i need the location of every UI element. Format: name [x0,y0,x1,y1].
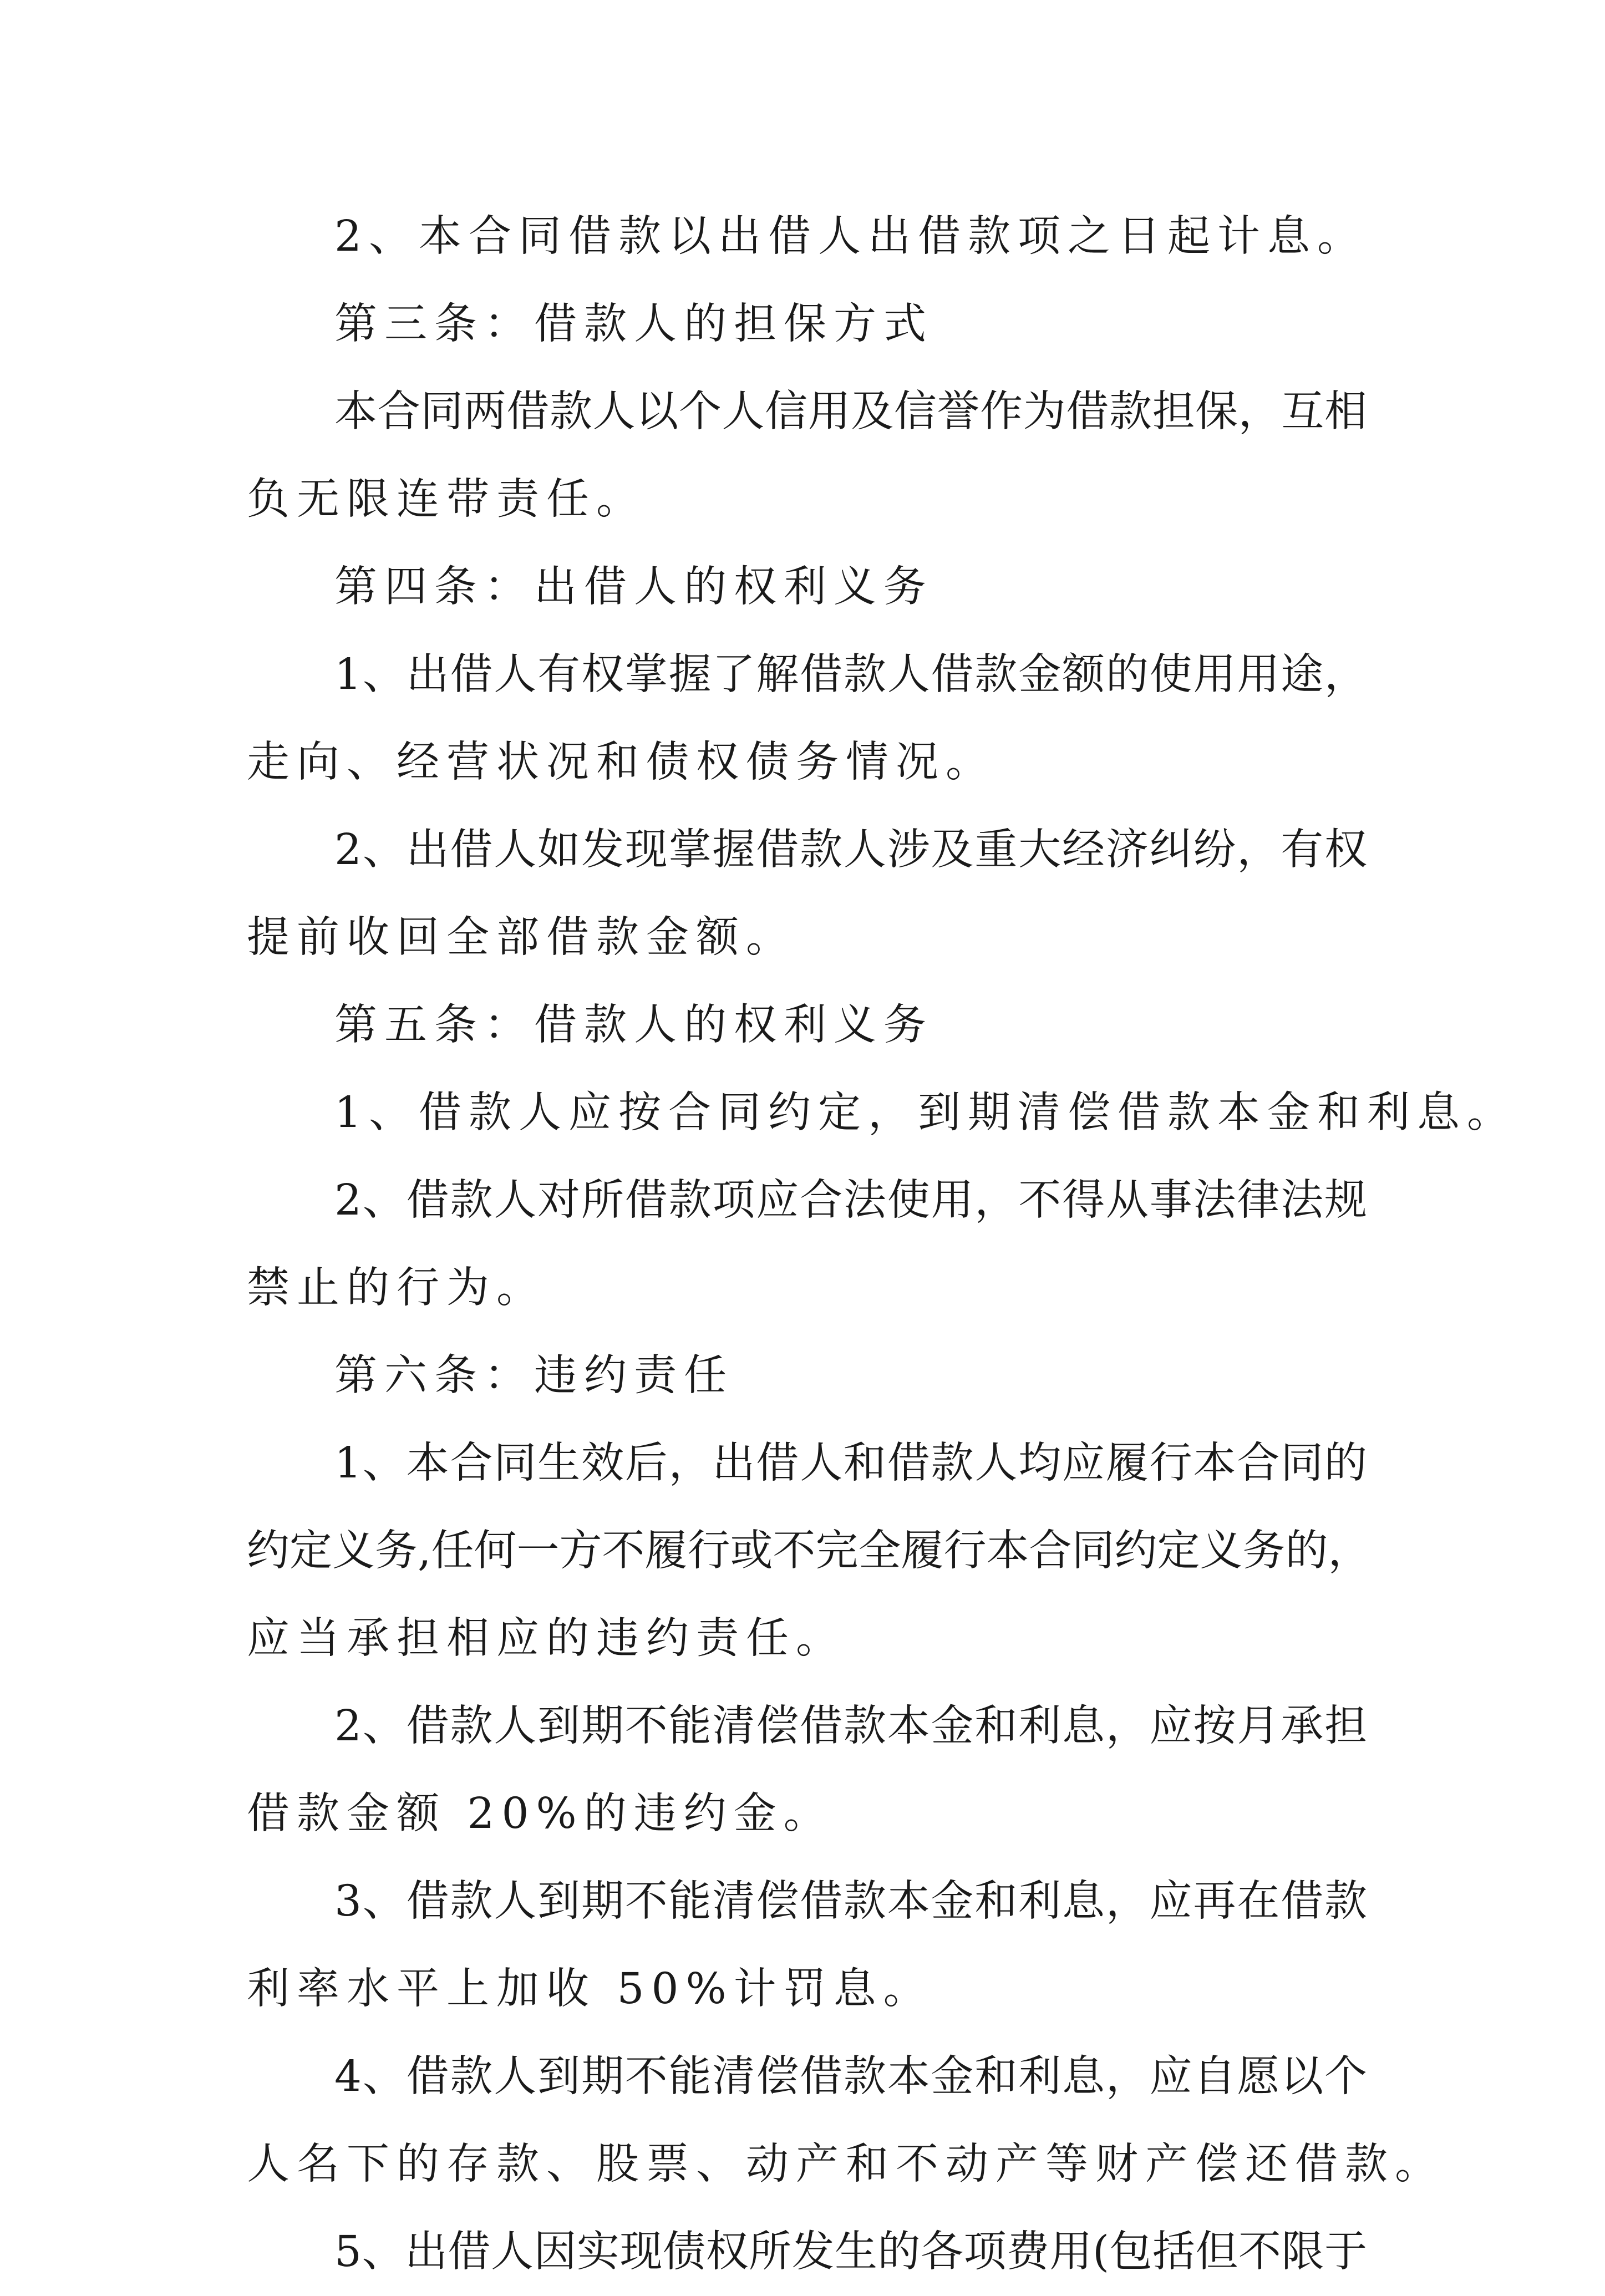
paragraph-line: 1、本合同生效后，出借人和借款人均应履行本合同的 [334,1439,1367,1488]
paragraph-line: 应当承担相应的违约责任。 [247,1614,846,1663]
paragraph-line: 3、借款人到期不能清偿借款本金和利息，应再在借款 [334,1877,1367,1926]
paragraph-line: 4、借款人到期不能清偿借款本金和利息，应自愿以个 [334,2052,1367,2101]
paragraph-line: 2、借款人对所借款项应合法使用，不得从事法律法规 [334,1176,1367,1225]
paragraph-line: 负无限连带责任。 [247,475,646,524]
paragraph-line: 提前收回全部借款金额。 [247,913,796,962]
paragraph-line: 借款金额 20%的违约金。 [247,1789,834,1838]
paragraph-line: 禁止的行为。 [247,1263,546,1313]
section-heading: 第四条：出借人的权利义务 [334,562,933,612]
document-body [247,193,1517,2296]
paragraph-line: 本合同两借款人以个人信用及信誉作为借款担保，互相 [334,387,1367,436]
paragraph-line: 走向、经营状况和债权债务情况。 [247,738,995,787]
paragraph-line: 利率水平上加收 50%计罚息。 [247,1964,933,2014]
section-heading: 第六条：违约责任 [334,1351,734,1400]
paragraph-line: 5、出借人因实现债权所发生的各项费用(包括但不限于 [334,2227,1367,2277]
section-heading: 第五条：借款人的权利义务 [334,1000,933,1050]
paragraph-line: 2、出借人如发现掌握借款人涉及重大经济纠纷，有权 [334,825,1367,875]
paragraph-line: 约定义务,任何一方不履行或不完全履行本合同约定义务的， [247,1526,1371,1576]
paragraph-line: 2、借款人到期不能清偿借款本金和利息，应按月承担 [334,1701,1367,1751]
paragraph-line: 1、借款人应按合同约定，到期清偿借款本金和利息。 [334,1088,1517,1137]
paragraph-line: 人名下的存款、股票、动产和不动产等财产偿还借款。 [247,2140,1445,2189]
paragraph-line: 1、出借人有权掌握了解借款人借款金额的使用用途， [334,650,1367,699]
section-heading: 第三条：借款人的担保方式 [334,299,933,349]
paragraph-line: 2、本合同借款以出借人出借款项之日起计息。 [334,212,1367,261]
